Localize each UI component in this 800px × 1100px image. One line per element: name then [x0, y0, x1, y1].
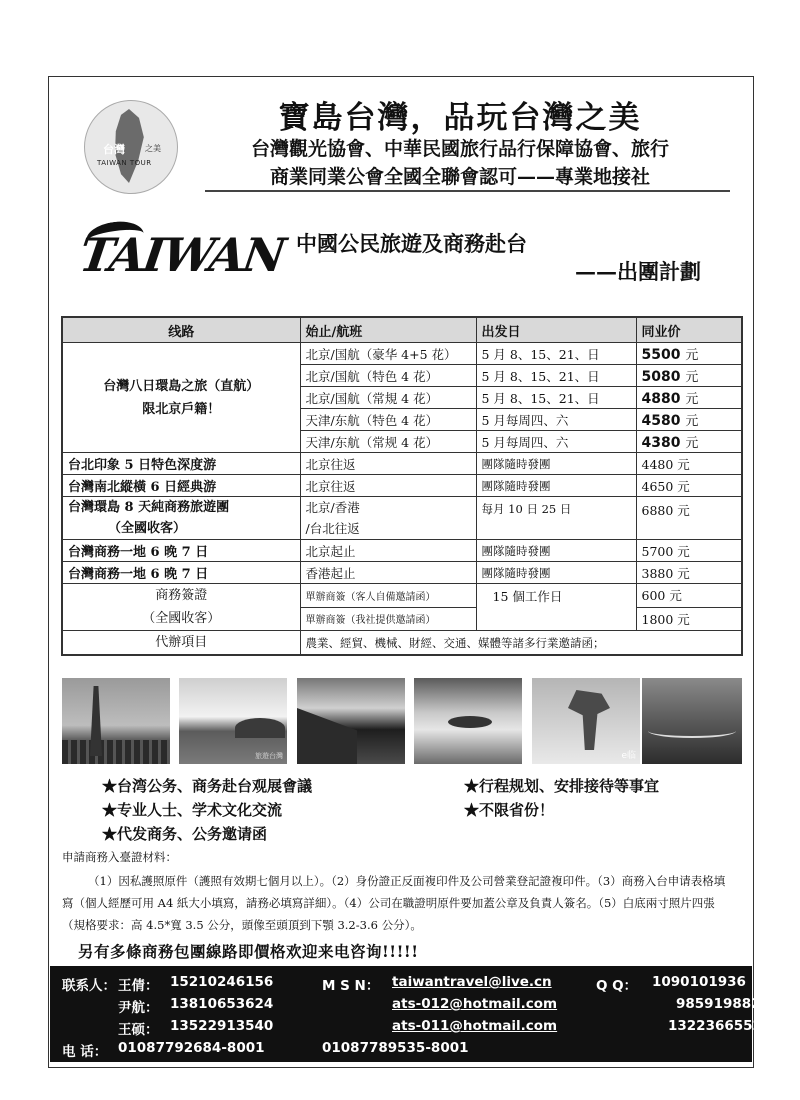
city-skyline-icon — [62, 740, 170, 764]
phone-number[interactable]: 01087789535-8001 — [322, 1040, 469, 1056]
qq-label: Q Q： — [596, 978, 638, 994]
price-cell — [636, 387, 742, 409]
price-unit: 元 — [685, 414, 699, 429]
qq-number[interactable]: 1090101936 — [652, 974, 746, 990]
msn-link[interactable]: taiwantravel@live.cn — [392, 974, 552, 990]
table-row — [62, 584, 742, 608]
flight-line-2: /台北往返 — [305, 521, 360, 536]
route-cell: 台灣商務一地 6 晚 7 日 — [62, 540, 300, 562]
table-row — [62, 453, 742, 475]
price-value: 5500 — [641, 347, 681, 363]
departure-cell: 團隊隨時發團 — [476, 475, 636, 497]
taipei-101-icon — [62, 678, 170, 764]
phone-label: 电 话： — [62, 1044, 108, 1060]
route-name: 台灣環島 8 天純商務旅遊團 — [68, 500, 230, 515]
contact-phone[interactable]: 13810653624 — [170, 996, 274, 1012]
service-bullet: ★不限省份！ — [464, 801, 555, 819]
header-divider — [205, 190, 730, 192]
route-note: （全國收客） — [108, 521, 187, 536]
price-value: 4880 — [641, 391, 681, 407]
price-value: 4380 — [641, 435, 681, 451]
bridge-icon — [648, 724, 736, 738]
departure-cell: 5 月 8、15、21、日 — [476, 365, 636, 387]
subtitle-line-2: 商業同業公會全國全聯會認可——專業地接社 — [269, 166, 650, 188]
logo-suffix: 之美 — [145, 144, 161, 153]
msn-label: M S N： — [322, 978, 380, 994]
taiwan-brand-logo — [76, 222, 288, 296]
price-unit: 元 — [685, 436, 699, 451]
price-unit: 元 — [685, 392, 699, 407]
table-row — [62, 497, 742, 540]
logo-subtext: TAIWAN TOUR — [97, 159, 152, 167]
route-name: 台灣八日環島之旅（直航） — [103, 378, 260, 394]
contact-name: 尹航： — [118, 1000, 159, 1016]
price-cell: 3880 元 — [636, 562, 742, 584]
contact-phone[interactable]: 15210246156 — [170, 974, 274, 990]
price-cell: 1800 元 — [636, 607, 742, 631]
logo-text: 台灣 — [103, 143, 125, 156]
departure-cell: 5 月 8、15、21、日 — [476, 343, 636, 365]
coast-cliff-icon — [297, 678, 405, 764]
contact-name: 王硕： — [118, 1022, 159, 1038]
suspension-bridge-icon — [642, 678, 742, 764]
flight-line-1: 北京/香港 — [305, 500, 360, 515]
photo-watermark: 旅遊台灣 — [255, 752, 283, 760]
departure-cell: 15 個工作日 — [476, 584, 636, 631]
departure-cell: 5 月每周四、六 — [476, 409, 636, 431]
rock-icon — [568, 690, 610, 750]
header-price: 同业价 — [636, 317, 742, 343]
table-header-row — [62, 317, 742, 343]
contact-bar — [50, 966, 762, 1062]
contact-label: 联系人： — [62, 978, 116, 994]
departure-cell: 每月 10 日 25 日 — [476, 497, 636, 540]
departure-cell: 團隊隨時發團 — [476, 562, 636, 584]
brand-wordmark: TAIWAN — [76, 228, 288, 282]
pricing-table — [61, 316, 743, 656]
lake-icon — [179, 678, 287, 764]
route-note: 限北京戶籍！ — [142, 401, 221, 417]
header-departure: 出发日 — [476, 317, 636, 343]
table-row — [62, 540, 742, 562]
table-row — [62, 343, 742, 365]
msn-link[interactable]: ats-012@hotmail.com — [392, 996, 558, 1012]
requirements-heading: 申請商務入臺證材料： — [62, 850, 177, 864]
route-cell: 代辦項目 — [62, 631, 300, 656]
price-value: 4580 — [641, 413, 681, 429]
flight-cell: 北京起止 — [300, 540, 476, 562]
departure-cell: 5 月每周四、六 — [476, 431, 636, 453]
service-bullet: ★行程规划、安排接待等事宜 — [464, 777, 660, 795]
flight-cell — [300, 497, 476, 540]
page-title: 寶島台灣，品玩台灣之美 — [278, 100, 642, 136]
qq-number[interactable]: 985919882 — [676, 996, 761, 1012]
msn-link[interactable]: ats-011@hotmail.com — [392, 1018, 558, 1034]
flight-cell: 天津/东航（常规 4 花） — [300, 431, 476, 453]
requirements-body: （1）因私護照原件（護照有效期七個月以上）。（2）身份證正反面複印件及公司營業登記證複印件。（3）商務入台申请表格填寫（個人經歷可用 A4 紙大小填寫，請務必填寫詳細）。（4）公司在職證明原件要加蓋公章及負責人簽名。（5）白底兩寸照片四張（規格要求：高 4.5*寬 3.5 公分，頭像至頭頂到下顎 3.2-3.6 公分）。 — [62, 874, 726, 932]
route-cell — [62, 584, 300, 631]
sun-moon-lake-icon — [414, 678, 522, 764]
flight-cell: 北京/国航（豪华 4+5 花） — [300, 343, 476, 365]
contact-name: 王倩： — [118, 978, 159, 994]
price-cell: 6880 元 — [636, 497, 742, 540]
price-unit: 元 — [685, 348, 699, 363]
price-unit: 元 — [685, 370, 699, 385]
more-routes-notice: 另有多條商務包團線路即價格欢迎来电咨询!!!!! — [78, 942, 419, 961]
tower-icon — [90, 686, 102, 756]
service-bullet: ★专业人士、学术文化交流 — [102, 801, 283, 819]
price-cell — [636, 365, 742, 387]
price-cell — [636, 409, 742, 431]
table-row — [62, 631, 742, 656]
price-cell — [636, 343, 742, 365]
price-cell: 4650 元 — [636, 475, 742, 497]
photo-strip — [62, 678, 742, 766]
cliff-icon — [297, 708, 357, 764]
header-route: 线路 — [62, 317, 300, 343]
route-cell: 台北印象 5 日特色深度游 — [62, 453, 300, 475]
subheadline: ——出團計劃 — [575, 259, 701, 284]
price-cell: 4480 元 — [636, 453, 742, 475]
flight-cell: 單辦商簽（我社提供邀請函） — [300, 607, 476, 631]
table-row — [62, 562, 742, 584]
departure-cell: 團隊隨時發團 — [476, 453, 636, 475]
taiwan-tour-logo — [84, 100, 178, 194]
flight-cell: 北京往返 — [300, 475, 476, 497]
contact-phone[interactable]: 13522913540 — [170, 1018, 274, 1034]
header-flight: 始止/航班 — [300, 317, 476, 343]
island-icon — [448, 716, 492, 728]
phone-number[interactable]: 01087792684-8001 — [118, 1040, 265, 1056]
route-cell: 台灣南北縱橫 6 日經典游 — [62, 475, 300, 497]
queens-head-rock-icon — [532, 678, 640, 764]
photo-watermark: e临 — [621, 751, 636, 761]
price-cell: 600 元 — [636, 584, 742, 608]
agency-detail: 農業、經貿、機械、財經、交通、媒體等諸多行業邀請函； — [300, 631, 742, 656]
table-row — [62, 475, 742, 497]
flight-cell: 單辦商簽（客人自備邀請函） — [300, 584, 476, 608]
route-cell: 台灣商務一地 6 晚 7 日 — [62, 562, 300, 584]
price-cell: 5700 元 — [636, 540, 742, 562]
service-bullet: ★台湾公务、商务赴台观展會議 — [102, 777, 313, 795]
service-bullet: ★代发商务、公务邀请函 — [102, 825, 268, 843]
flight-cell: 北京往返 — [300, 453, 476, 475]
price-value: 5080 — [641, 369, 681, 385]
hill-icon — [235, 718, 285, 738]
price-cell — [636, 431, 742, 453]
flight-cell: 天津/东航（特色 4 花） — [300, 409, 476, 431]
route-note: （全國收客） — [142, 611, 221, 626]
route-cell — [62, 497, 300, 540]
flight-cell: 北京/国航（特色 4 花） — [300, 365, 476, 387]
qq-number[interactable]: 1322366552 — [668, 1018, 762, 1034]
subtitle-line-1: 台灣觀光協會、中華民國旅行品行保障協會、旅行 — [250, 138, 669, 160]
flight-cell: 香港起止 — [300, 562, 476, 584]
departure-cell: 5 月 8、15、21、日 — [476, 387, 636, 409]
route-name: 商務簽證 — [155, 588, 208, 603]
departure-cell: 團隊隨時發團 — [476, 540, 636, 562]
flight-cell: 北京/国航（常規 4 花） — [300, 387, 476, 409]
route-cell — [62, 343, 300, 453]
headline: 中國公民旅遊及商務赴台 — [296, 231, 527, 256]
